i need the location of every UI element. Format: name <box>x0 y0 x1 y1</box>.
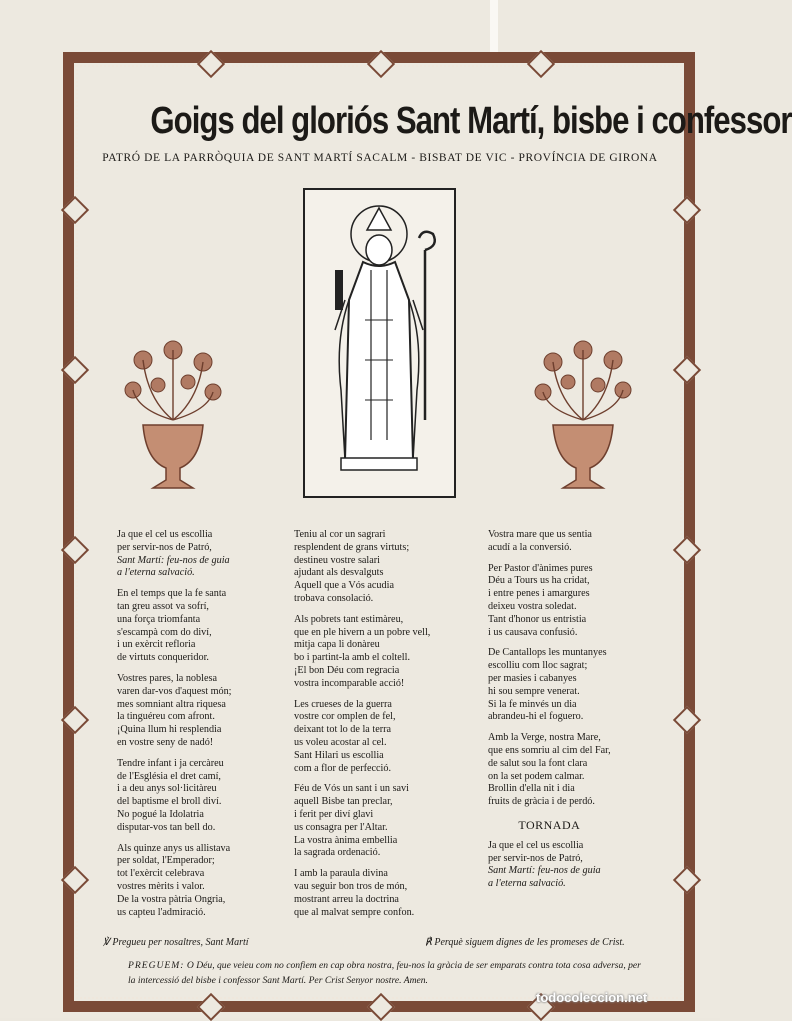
verse-line: disputar-vos tan bell do. <box>117 821 216 833</box>
verse-line: escolliu com lloc sagrat; <box>488 660 588 672</box>
verse-line: Si la fe minvés un dia <box>488 698 577 710</box>
stanza <box>488 647 611 724</box>
verse-line: ajudant als desvalguts <box>294 567 384 579</box>
verse-line: tot l'exèrcit celebrava <box>117 868 205 880</box>
stanza <box>117 529 232 580</box>
verse-line: vostres mèrits i valor. <box>117 880 205 892</box>
verse-line: deixeu vostra soledat. <box>488 600 577 612</box>
verse-line: que ens somriu al cim del Far, <box>488 744 611 756</box>
verse-line: abrandeu-hi el foguero. <box>488 711 584 723</box>
verse-line: de l'Església el dret camí, <box>117 770 221 782</box>
verse-line: que en ple hivern a un pobre vell, <box>294 626 431 638</box>
verse-line: En el temps que la fe santa <box>117 588 227 600</box>
flower-vase-right-icon <box>528 340 638 500</box>
stanza <box>117 673 232 750</box>
verse-line: Sant Martí: feu-nos de guia <box>117 554 230 566</box>
stanza <box>294 529 430 606</box>
verse-line: resplendent de grans virtuts; <box>294 541 410 553</box>
verse-line: Les crueses de la guerra <box>294 698 392 710</box>
paper-fold <box>490 0 498 60</box>
verse-line: us voleu acostar al cel. <box>294 736 387 748</box>
verse-line: Sant Hilari us escollia <box>294 749 384 761</box>
verse-line: ¡El bon Déu com regracia <box>294 664 400 676</box>
stanza <box>294 868 430 919</box>
versicle: ℣ Pregueu per nosaltres, Sant Martí <box>103 937 249 948</box>
verse-line: us capteu l'admiració. <box>117 906 206 918</box>
verse-line: la tinguéreu com afront. <box>117 711 215 723</box>
verse-line: bo i partint-la amb el coltell. <box>294 652 410 664</box>
verse-line: aquell Bisbe tan preclar, <box>294 796 393 808</box>
bishop-figure-icon <box>305 190 454 496</box>
verse-line: i ferit per diví glavi <box>294 808 374 820</box>
stanza <box>488 529 611 555</box>
tornada-heading: TORNADA <box>518 817 581 832</box>
stanza <box>117 843 232 920</box>
prayer-paragraph <box>128 958 648 988</box>
verse-line: on la set podem calmar. <box>488 770 585 782</box>
stanza <box>488 563 611 640</box>
verse-line: i entre penes i amargures <box>488 588 590 600</box>
stanza <box>294 614 430 691</box>
verse-line: vostra incomparable acció! <box>294 677 405 689</box>
stanza <box>294 783 430 860</box>
verse-line: trobava consolació. <box>294 592 374 604</box>
stanza <box>117 758 232 835</box>
verse-line: us consagra per l'Altar. <box>294 821 388 833</box>
verse-line: I amb la paraula divina <box>294 868 388 880</box>
verse-line: i a deu anys sol·licitàreu <box>117 783 217 795</box>
verse-line: Per Pastor d'ànimes pures <box>488 562 593 574</box>
verse-line: Sant Martí: feu-nos de guia <box>488 865 601 877</box>
verse-line: s'escampà com do diví, <box>117 626 212 638</box>
verse-line: Brollin d'ella nit i dia <box>488 783 575 795</box>
verse-line: Tant d'honor us entristia <box>488 613 587 625</box>
stanza <box>488 732 611 809</box>
prayer-label: PREGUEM: <box>128 960 185 971</box>
verse-line: de virtuts conqueridor. <box>117 652 209 664</box>
verse-line: i un exèrcit refloria <box>117 639 196 651</box>
page-title: Goigs del gloriós Sant Martí, bisbe i confessor <box>150 100 792 142</box>
verse-line: Vostres pares, la noblesa <box>117 672 217 684</box>
verse-line: Amb la Verge, nostra Mare, <box>488 732 601 744</box>
verse-line: vau seguir bon tros de món, <box>294 880 408 892</box>
verse-line: hi sou sempre venerat. <box>488 685 580 697</box>
verse-line: per servir-nos de Patró, <box>117 541 212 553</box>
verse-line: Ja que el cel us escollia <box>117 529 213 540</box>
prayer-text: O Déu, que veieu com no confiem en cap obra nostra, feu-nos la gràcia de ser emparats contra tota cosa adversa, per la intercessió del bisbe i confessor Sant Martí. Per Crist Senyor nostre. Amen. <box>128 960 641 986</box>
verse-line: a l'eterna salvació. <box>117 567 195 579</box>
verse-line: Als pobrets tant estimàreu, <box>294 613 404 625</box>
verse-line: mostrant arreu la doctrina <box>294 893 399 905</box>
verse-line: Als quinze anys us allistava <box>117 842 231 854</box>
verse-line: una força triomfanta <box>117 613 201 625</box>
verse-line: en vostre seny de nadó! <box>117 736 214 748</box>
tornada-stanza <box>488 840 611 891</box>
verse-line: Teniu al cor un sagrari <box>294 529 386 540</box>
verse-line: a l'eterna salvació. <box>488 878 566 890</box>
verse-line: com a flor de perfecció. <box>294 762 392 774</box>
saint-martin-illustration <box>303 188 456 498</box>
verse-line: Vostra mare que us sentia <box>488 529 592 540</box>
verse-line: No pogué la Idolatria <box>117 808 204 820</box>
verse-line: del baptisme el broll diví. <box>117 796 222 808</box>
stanza <box>294 699 430 776</box>
verse-line: tan greu assot va sofrí, <box>117 600 209 612</box>
verse-line: vostre cor omplen de fel, <box>294 711 396 723</box>
page-subtitle: PATRÓ DE LA PARRÒQUIA DE SANT MARTÍ SACALM - BISBAT DE VIC - PROVÍNCIA DE GIRONA <box>102 152 658 164</box>
verse-line: la sagrada ordenació. <box>294 847 381 859</box>
verses-column-3 <box>488 529 611 891</box>
verse-line: per soldat, l'Emperador; <box>117 855 215 867</box>
verse-line: Déu a Tours us ha cridat, <box>488 575 590 587</box>
verse-line: destineu vostre salari <box>294 554 381 566</box>
verse-line: deixant tot lo de la terra <box>294 724 392 736</box>
verse-line: Aquell que a Vós acudia <box>294 580 394 592</box>
verse-line: mitja capa li donàreu <box>294 639 380 651</box>
verse-line: mes somniant altra riquesa <box>117 698 226 710</box>
watermark: todocoleccion.net <box>536 990 648 1005</box>
verse-line: de salut sou la font clara <box>488 757 588 769</box>
verse-line: acudí a la conversió. <box>488 541 572 553</box>
response: ℟ Perquè siguem dignes de les promeses de Crist. <box>425 937 625 948</box>
verse-line: varen dar-vos d'aquest món; <box>117 685 232 697</box>
verse-line: La vostra ànima embellia <box>294 834 398 846</box>
flower-vase-left-icon <box>118 340 228 500</box>
stanza <box>117 588 232 665</box>
verse-line: per servir-nos de Patró, <box>488 852 583 864</box>
verse-line: De Cantallops les muntanyes <box>488 647 607 659</box>
verse-line: fruits de gràcia i de perdó. <box>488 796 595 808</box>
verse-line: per masies i cabanyes <box>488 672 577 684</box>
verses-column-1 <box>117 529 232 927</box>
verses-column-2 <box>294 529 430 927</box>
verse-line: De la vostra pàtria Ongria, <box>117 893 226 905</box>
verse-line: Ja que el cel us escollia <box>488 839 584 851</box>
verse-line: i us causava confusió. <box>488 626 578 638</box>
verse-line: Féu de Vós un sant i un savi <box>294 783 409 795</box>
verse-line: ¡Quina llum hi resplendia <box>117 724 222 736</box>
verse-line: Tendre infant i ja cercàreu <box>117 757 224 769</box>
verse-line: que al malvat sempre confon. <box>294 906 415 918</box>
